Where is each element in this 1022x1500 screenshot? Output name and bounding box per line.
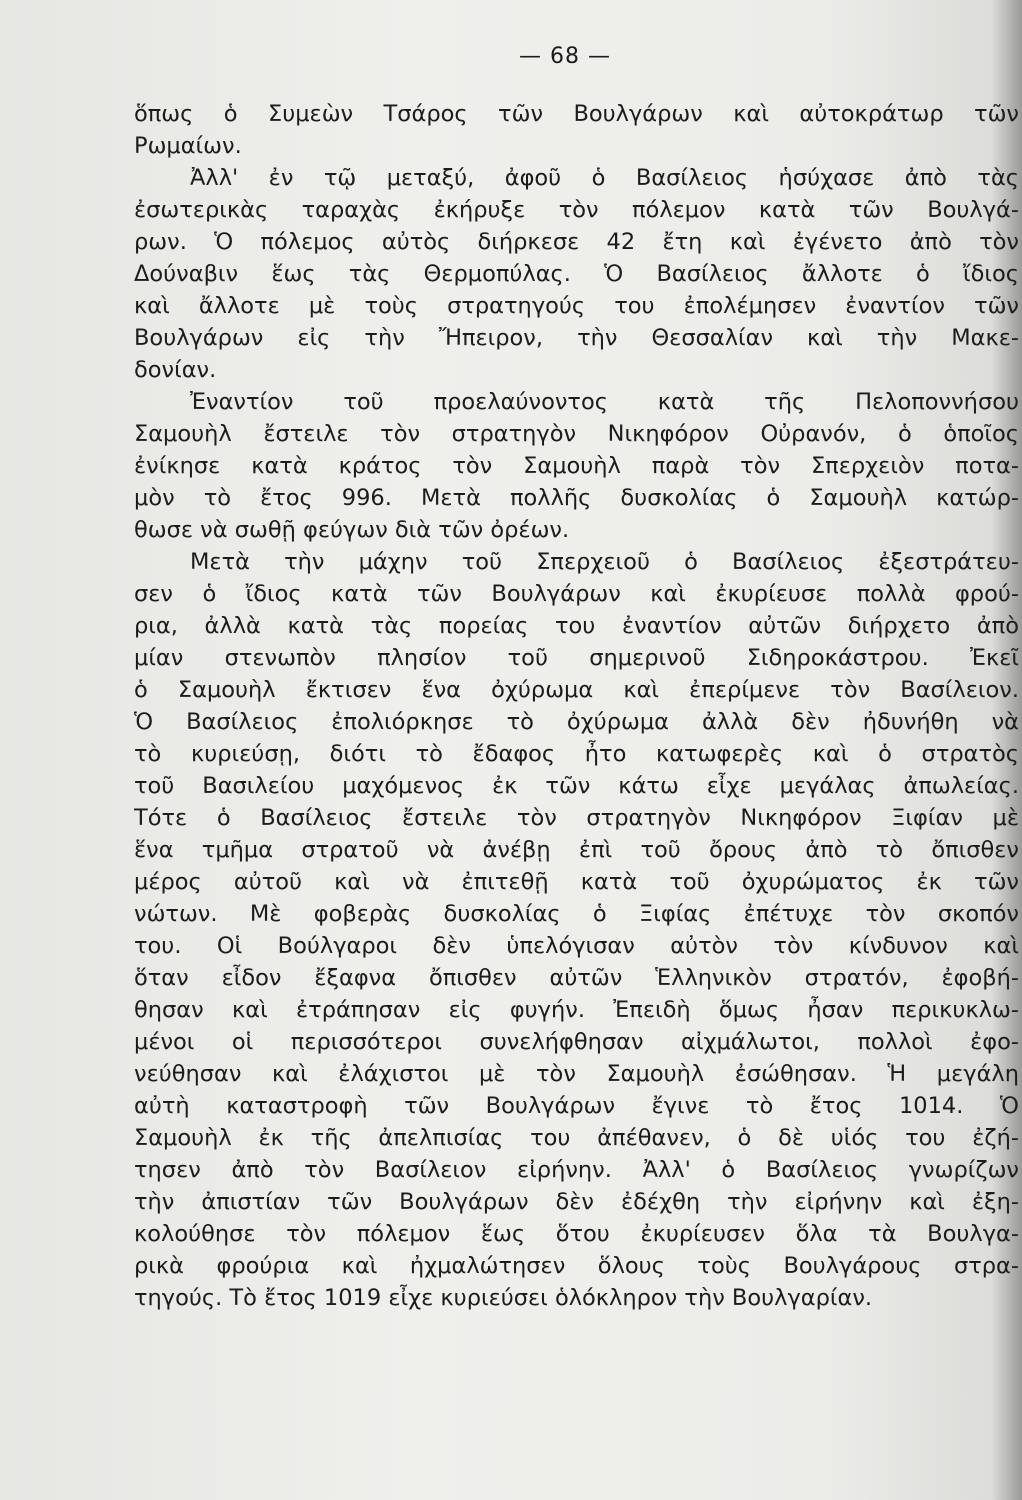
text-line: Σαμουὴλ ἐκ τῆς ἀπελπισίας του ἀπέθανεν, ὁ δὲ υἱός του ἐζή- — [134, 1125, 1019, 1151]
text-line: Ἀλλ' ἐν τῷ μεταξύ, ἀφοῦ ὁ Βασίλειος ἡσύχασε ἀπὸ τὰς — [190, 165, 1019, 191]
text-line: ρων. Ὁ πόλεμος αὐτὸς διήρκεσε 42 ἔτη καὶ ἐγένετο ἀπὸ τὸν — [134, 229, 1019, 255]
text-line: τὴν ἀπιστίαν τῶν Βουλγάρων δὲν ἐδέχθη τὴν εἰρήνην καὶ ἐξη- — [134, 1189, 1019, 1215]
text-line: ὅπως ὁ Συμεὼν Τσάρος τῶν Βουλγάρων καὶ αὐτοκράτωρ τῶν — [134, 101, 1019, 127]
text-line: καὶ ἄλλοτε μὲ τοὺς στρατηγούς του ἐπολέμησεν ἐναντίον τῶν — [134, 293, 1019, 319]
text-line: ὅταν εἶδον ἔξαφνα ὄπισθεν αὐτῶν Ἑλληνικὸν στρατόν, ἐφοβή- — [134, 965, 1019, 991]
text-line: ρικὰ φρούρια καὶ ἠχμαλώτησεν ὅλους τοὺς Βουλγάρους στρα- — [134, 1253, 1019, 1279]
text-line: ἐνίκησε κατὰ κράτος τὸν Σαμουὴλ παρὰ τὸν Σπερχειὸν ποτα- — [134, 453, 1019, 479]
text-line: Δούναβιν ἕως τὰς Θερμοπύλας. Ὁ Βασίλειος ἄλλοτε ὁ ἴδιος — [134, 261, 1019, 287]
text-line: ἐσωτερικὰς ταραχὰς ἐκήρυξε τὸν πόλεμον κατὰ τῶν Βουλγά- — [134, 197, 1019, 223]
text-line: κολούθησε τὸν πόλεμον ἕως ὅτου ἐκυρίευσεν ὅλα τὰ Βουλγα- — [134, 1221, 1019, 1247]
text-line: θωσε νὰ σωθῇ φεύγων διὰ τῶν ὀρέων. — [134, 517, 570, 543]
text-line: νεύθησαν καὶ ἐλάχιστοι μὲ τὸν Σαμουὴλ ἐσώθησαν. Ἡ μεγάλη — [134, 1061, 1019, 1087]
text-line: ὁ Σαμουὴλ ἔκτισεν ἕνα ὀχύρωμα καὶ ἐπερίμενε τὸν Βασίλειον. — [134, 677, 1019, 703]
text-line: τησεν ἀπὸ τὸν Βασίλειον εἰρήνην. Ἀλλ' ὁ Βασίλειος γνωρίζων — [134, 1157, 1019, 1183]
text-line: Ὁ Βασίλειος ἐπολιόρκησε τὸ ὀχύρωμα ἀλλὰ δὲν ἠδυνήθη νὰ — [134, 709, 1019, 735]
text-line: Ρωμαίων. — [134, 133, 242, 159]
text-line: Βουλγάρων εἰς τὴν Ἤπειρον, τὴν Θεσσαλίαν καὶ τὴν Μακε- — [134, 325, 1019, 351]
body-text — [134, 98, 1019, 1314]
text-line: τὸ κυριεύσῃ, διότι τὸ ἔδαφος ἦτο κατωφερὲς καὶ ὁ στρατὸς — [134, 741, 1019, 767]
page-number: — 68 — — [519, 44, 611, 69]
text-line: ἕνα τμῆμα στρατοῦ νὰ ἀνέβῃ ἐπὶ τοῦ ὄρους ἀπὸ τὸ ὄπισθεν — [134, 837, 1019, 863]
text-line: Σαμουὴλ ἔστειλε τὸν στρατηγὸν Νικηφόρον Οὐρανόν, ὁ ὁποῖος — [134, 421, 1019, 447]
text-line: μὸν τὸ ἔτος 996. Μετὰ πολλῆς δυσκολίας ὁ Σαμουὴλ κατώρ- — [134, 485, 1019, 511]
text-line: μίαν στενωπὸν πλησίον τοῦ σημερινοῦ Σιδηροκάστρου. Ἐκεῖ — [134, 645, 1019, 671]
text-line: Μετὰ τὴν μάχην τοῦ Σπερχειοῦ ὁ Βασίλειος ἐξεστράτευ- — [190, 549, 1019, 575]
text-line: μένοι οἱ περισσότεροι συνελήφθησαν αἰχμάλωτοι, πολλοὶ ἐφο- — [134, 1029, 1019, 1055]
text-line: τηγούς. Τὸ ἔτος 1019 εἶχε κυριεύσει ὁλόκληρον τὴν Βουλγαρίαν. — [134, 1285, 873, 1311]
text-line: αὐτὴ καταστροφὴ τῶν Βουλγάρων ἔγινε τὸ ἔτος 1014. Ὁ — [134, 1093, 1019, 1119]
text-line: δονίαν. — [134, 357, 217, 383]
text-line: τοῦ Βασιλείου μαχόμενος ἐκ τῶν κάτω εἶχε μεγάλας ἀπωλείας. — [134, 773, 1019, 799]
text-line: Τότε ὁ Βασίλειος ἔστειλε τὸν στρατηγὸν Νικηφόρον Ξιφίαν μὲ — [134, 805, 1019, 831]
text-line: θησαν καὶ ἐτράπησαν εἰς φυγήν. Ἐπειδὴ ὅμως ἦσαν περικυκλω- — [134, 997, 1019, 1023]
text-line: μέρος αὐτοῦ καὶ νὰ ἐπιτεθῇ κατὰ τοῦ ὀχυρώματος ἐκ τῶν — [134, 869, 1019, 895]
text-line: Ἐναντίον τοῦ προελαύνοντος κατὰ τῆς Πελοποννήσου — [190, 389, 1019, 415]
text-line: ρια, ἀλλὰ κατὰ τὰς πορείας του ἐναντίον αὐτῶν διήρχετο ἀπὸ — [134, 613, 1019, 639]
text-line: νώτων. Μὲ φοβερὰς δυσκολίας ὁ Ξιφίας ἐπέτυχε τὸν σκοπόν — [134, 901, 1019, 927]
text-line: του. Οἱ Βούλγαροι δὲν ὑπελόγισαν αὐτὸν τὸν κίνδυνον καὶ — [134, 933, 1019, 959]
text-line: σεν ὁ ἴδιος κατὰ τῶν Βουλγάρων καὶ ἐκυρίευσε πολλὰ φρού- — [134, 581, 1019, 607]
